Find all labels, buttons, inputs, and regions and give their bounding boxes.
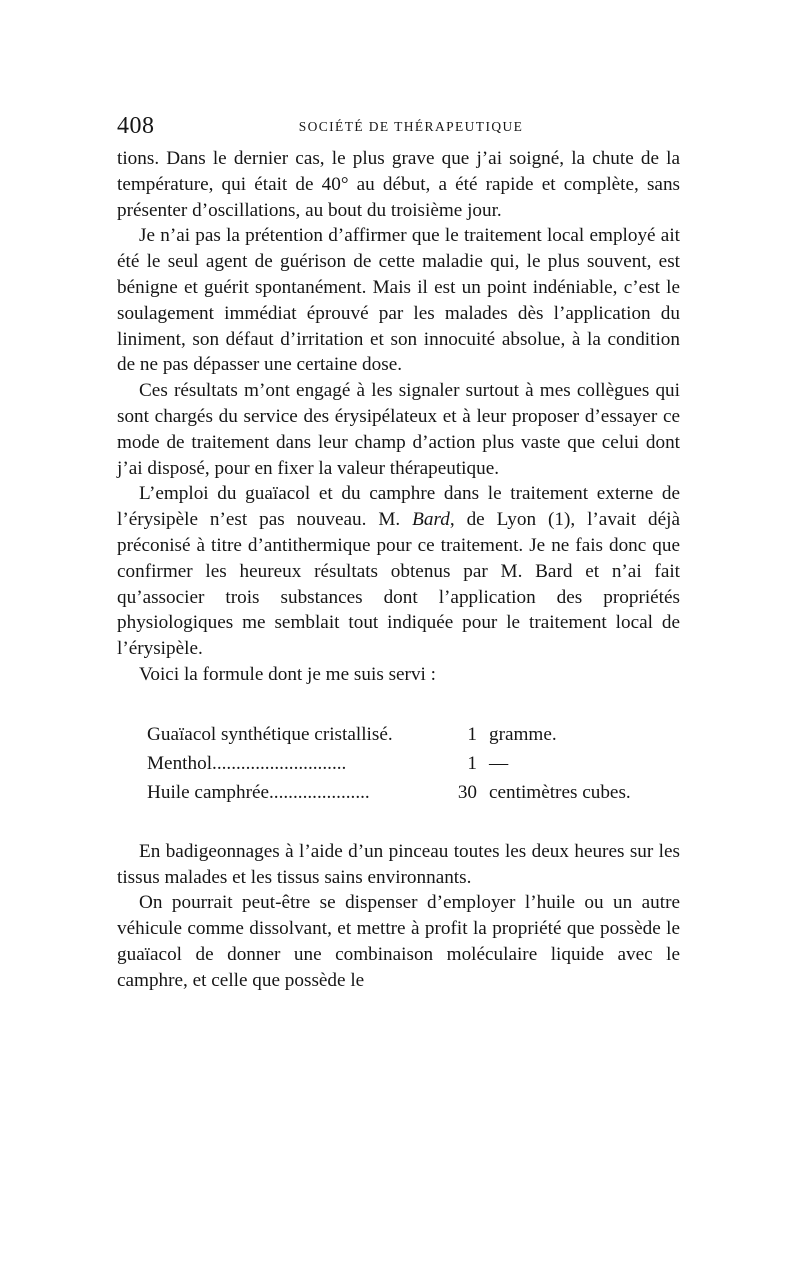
formula-row [147, 749, 680, 778]
ingredient-quantity: 1 [467, 752, 477, 774]
paragraph-4-part-1: L’emploi du guaïacol et du camphre dans le traitement externe de l’érysipèle n’est pas nouveau. M. [117, 483, 680, 531]
paragraph-3: Ces résultats m’ont engagé à les signaler surtout à mes collègues qui sont chargés du service des érysipélateux et à leur proposer d’essayer ce mode de traitement dans leur champ d’action plus vaste que celui dont j’ai disposé, pour en fixer la valeur thérapeutique. [117, 380, 680, 479]
paragraph-6: En badigeonnages à l’aide d’un pinceau toutes les deux heures sur les tissus malades et les tissus sains environnants. [117, 840, 680, 888]
formula-row [147, 778, 680, 807]
paragraph-2: Je n’ai pas la prétention d’affirmer que le traitement local employé ait été le seul agent de guérison de cette maladie qui, le plus souvent, est bénigne et guérit spontanément. Mais il est un point indéniable, c’est le soulagement immédiat éprouvé par les malades dès l’application du liniment, son défaut d’irritation et son innocuité absolue, à la condition de ne pas dépasser une certaine dose. [117, 225, 680, 376]
ingredient-name: Menthol............................ [147, 752, 347, 774]
paragraph-5: Voici la formule dont je me suis servi : [139, 663, 437, 685]
formula-row [147, 720, 680, 749]
page-number: 408 [117, 113, 155, 139]
ingredient-quantity: 30 [457, 781, 477, 803]
ingredient-name: Huile camphrée..................... [147, 781, 370, 803]
page-header [117, 113, 677, 143]
paragraph-4 [117, 481, 680, 662]
paragraph-1: tions. Dans le dernier cas, le plus grave que j’ai soigné, la chute de la température, qui était de 40° au début, a été rapide et complète, sans présenter d’oscillations, au bout du troisième jour. [117, 148, 680, 221]
ingredient-name: Guaïacol synthétique cristallisé. [147, 723, 393, 745]
ingredient-unit: — [489, 752, 509, 774]
formula-table [147, 720, 680, 807]
body-text [117, 146, 680, 994]
paragraph-4-part-2: , de Lyon (1), l’avait déjà préconisé à titre d’antithermique pour ce traitement. Je ne fais donc que confirmer les heureux résultats obtenus par M. Bard et n’ai fait qu’associer trois substances dont l’application des propriétés physiologiques me semblait tout indiquée pour le traitement local de l’érysipèle. [117, 509, 680, 660]
author-name-bard: Bard [412, 509, 450, 531]
paragraph-7: On pourrait peut-être se dispenser d’employer l’huile ou un autre véhicule comme dissolvant, et mettre à profit la propriété que possède le guaïacol de donner une combinaison moléculaire liquide avec le camphre, et celle que possède le [117, 892, 680, 991]
ingredient-quantity: 1 [467, 723, 477, 745]
running-title: SOCIÉTÉ DE THÉRAPEUTIQUE [298, 119, 524, 134]
ingredient-unit: centimètres cubes. [489, 781, 631, 803]
ingredient-unit: gramme. [489, 723, 557, 745]
